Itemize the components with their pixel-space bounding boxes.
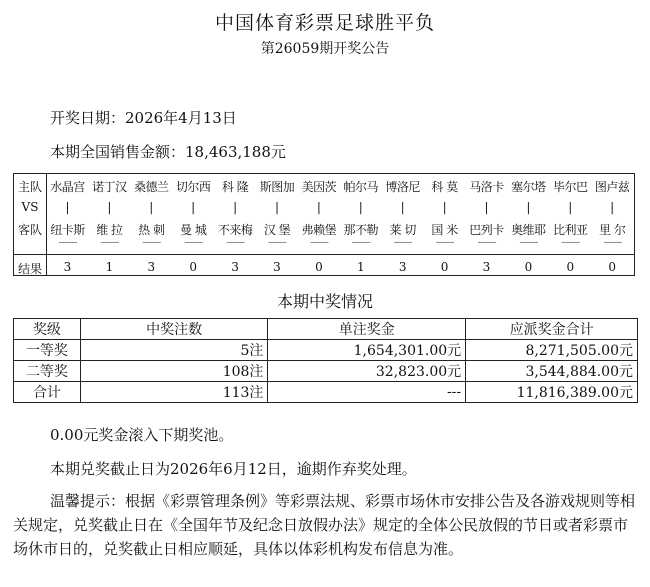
match-result: 3 — [482, 260, 491, 274]
prize-total: 11,816,389.00元 — [466, 382, 638, 403]
vs-bar: | — [65, 200, 70, 214]
vs-bar: | — [149, 200, 154, 214]
away-team: 比利亚 — [553, 223, 588, 237]
away-team: 里 尔 — [599, 223, 626, 237]
dash-line: —— — [393, 237, 412, 248]
dash-line: —— — [309, 237, 328, 248]
prize-unit: 32,823.00元 — [268, 361, 466, 382]
row-label-result: 结果 — [17, 262, 42, 276]
match-result: 0 — [608, 260, 616, 274]
prize-table — [13, 318, 638, 403]
vs-bar: | — [316, 200, 321, 214]
header-total-prize: 应派奖金合计 — [466, 319, 638, 340]
match-column — [424, 174, 465, 275]
match-result: 3 — [63, 260, 72, 274]
match-column — [382, 174, 423, 275]
away-team: 那不勒 — [343, 223, 379, 237]
pool-note: 0.00元奖金滚入下期奖池。 — [50, 426, 234, 444]
match-column — [340, 174, 381, 275]
away-team: 汉 堡 — [263, 223, 291, 237]
match-column — [47, 174, 88, 275]
prize-section-title: 本期中奖情况 — [276, 292, 373, 311]
dash-line: —— — [561, 237, 580, 248]
prize-level: 二等奖 — [14, 361, 81, 382]
match-column — [173, 174, 214, 275]
match-column — [508, 174, 549, 275]
match-result: 1 — [105, 260, 114, 274]
away-team: 纽卡斯 — [50, 223, 85, 237]
prize-count: 113注 — [80, 382, 268, 403]
draw-date: 开奖日期：2026年4月13日 — [50, 109, 237, 127]
row-label-home: 主队 — [17, 180, 42, 194]
dash-line: —— — [435, 237, 454, 248]
vs-bar: | — [484, 200, 489, 214]
away-team: 不来梅 — [217, 223, 253, 237]
vs-bar: | — [568, 200, 573, 214]
row-label-away: 客队 — [17, 223, 42, 237]
prize-unit: --- — [268, 382, 466, 403]
dash-line: —— — [519, 237, 538, 248]
match-column — [257, 174, 298, 275]
match-column — [466, 174, 507, 275]
table-row — [14, 382, 638, 403]
reminder-text: 温馨提示：根据《彩票管理条例》等彩票法规、彩票市场休市安排公告及各游戏规则等相关规定，兑奖截止日在《全国年节及纪念日放假办法》规定的全体公民放假的节日或者彩票市场休市日的，兑奖截止日相应顺延，具体以体彩机构发布信息为准。 — [13, 492, 636, 558]
vs-bar: | — [442, 200, 447, 214]
match-column — [89, 174, 130, 275]
match-result: 0 — [440, 260, 449, 274]
dash-line: —— — [100, 237, 119, 248]
deadline-note: 本期兑奖截止日为2026年6月12日，逾期作弃奖处理。 — [50, 460, 417, 478]
home-team: 美因茨 — [301, 180, 337, 194]
dash-line: —— — [142, 237, 161, 248]
vs-bar: | — [526, 200, 531, 214]
dash-line: —— — [58, 237, 77, 248]
row-label-vs: VS — [21, 200, 39, 214]
match-column — [298, 174, 339, 275]
prize-total: 8,271,505.00元 — [466, 340, 638, 361]
vs-bar: | — [107, 200, 112, 214]
home-team: 科 莫 — [431, 180, 458, 194]
vs-bar: | — [358, 200, 363, 214]
vs-bar: | — [610, 200, 615, 214]
table-row — [14, 340, 638, 361]
home-team: 博洛尼 — [385, 180, 420, 194]
prize-level: 合计 — [14, 382, 81, 403]
home-team: 诺丁汉 — [92, 180, 127, 194]
dash-line: —— — [477, 237, 496, 248]
home-team: 水晶宫 — [50, 180, 85, 194]
prize-level: 一等奖 — [14, 340, 81, 361]
header-level: 奖级 — [14, 319, 81, 340]
match-result: 0 — [524, 260, 533, 274]
match-result: 0 — [189, 260, 197, 274]
dash-line: —— — [351, 237, 370, 248]
dash-line: —— — [184, 237, 203, 248]
home-team: 帕尔马 — [343, 180, 379, 194]
match-column — [215, 174, 256, 275]
sales-amount: 本期全国销售金额：18,463,188元 — [50, 143, 286, 161]
match-result: 0 — [566, 260, 575, 274]
home-team: 切尔西 — [175, 180, 211, 194]
match-result: 1 — [356, 260, 365, 274]
dash-line: —— — [226, 237, 245, 248]
vs-bar: | — [400, 200, 405, 214]
page-title: 中国体育彩票足球胜平负 — [214, 12, 435, 34]
home-team: 图卢兹 — [594, 180, 630, 194]
prize-total: 3,544,884.00元 — [466, 361, 638, 382]
away-team: 奥维耶 — [511, 223, 546, 237]
match-result: 3 — [273, 260, 281, 274]
vs-bar: | — [191, 200, 196, 214]
home-team: 马洛卡 — [469, 180, 504, 194]
prize-header-row — [14, 319, 638, 340]
prize-count: 108注 — [80, 361, 268, 382]
header-unit-prize: 单注奖金 — [268, 319, 466, 340]
match-column — [592, 174, 633, 275]
away-team: 曼 城 — [180, 223, 207, 237]
away-team: 维 拉 — [96, 223, 123, 237]
dash-line: —— — [268, 237, 286, 248]
away-team: 弗赖堡 — [301, 223, 337, 237]
vs-bar: | — [274, 200, 280, 214]
dash-line: —— — [603, 237, 622, 248]
match-column — [131, 174, 172, 275]
header-count: 中奖注数 — [80, 319, 268, 340]
matches-table — [13, 173, 635, 276]
match-result: 0 — [315, 260, 323, 274]
match-result: 3 — [398, 260, 407, 274]
vs-bar: | — [233, 200, 238, 214]
match-column — [550, 174, 591, 275]
table-row — [14, 361, 638, 382]
home-team: 桑德兰 — [134, 180, 169, 194]
home-team: 塞尔塔 — [511, 180, 546, 194]
prize-unit: 1,654,301.00元 — [268, 340, 466, 361]
away-team: 莱 切 — [389, 223, 416, 237]
issue-subtitle: 第26059期开奖公告 — [260, 41, 390, 57]
match-result: 3 — [231, 260, 239, 274]
away-team: 热 刺 — [138, 223, 165, 237]
match-result: 3 — [147, 260, 156, 274]
home-team: 斯图加 — [259, 180, 295, 194]
home-team: 科 隆 — [221, 180, 249, 194]
away-team: 巴列卡 — [469, 223, 504, 237]
home-team: 毕尔巴 — [553, 180, 588, 194]
away-team: 国 米 — [431, 223, 458, 237]
prize-count: 5注 — [80, 340, 268, 361]
